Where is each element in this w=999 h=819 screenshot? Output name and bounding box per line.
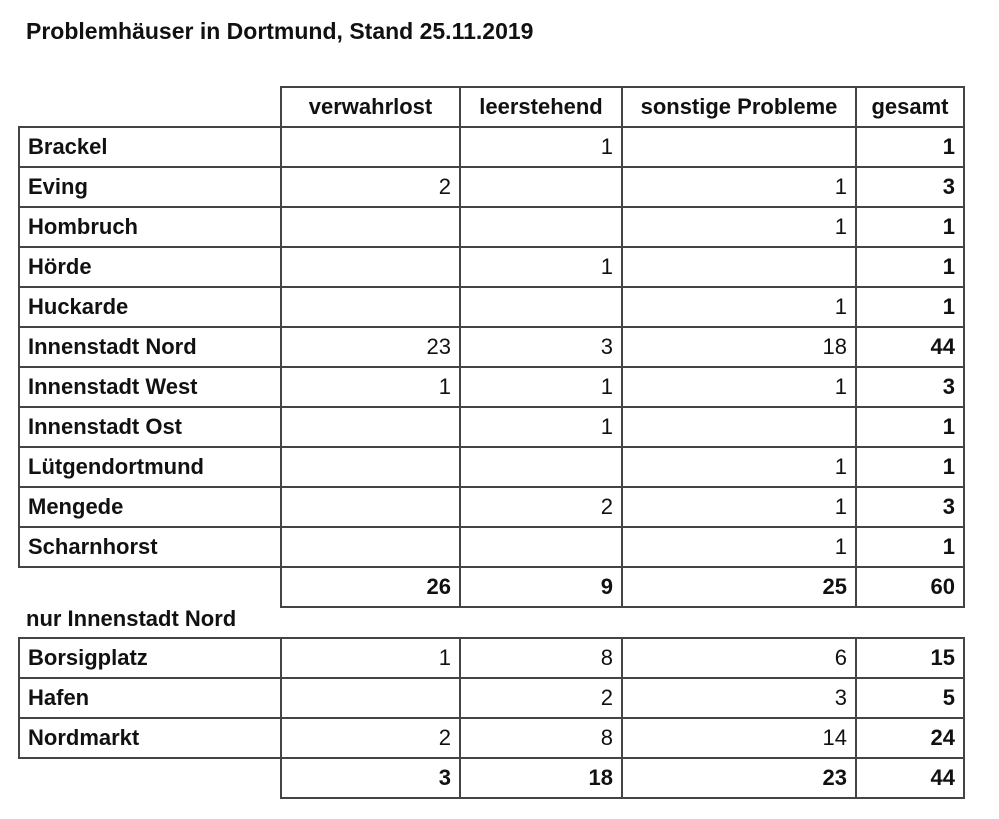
cell-verwahrlost [281,207,460,247]
row-name: Nordmarkt [19,718,281,758]
column-header-leerstehend: leerstehend [460,87,622,127]
total-gesamt: 44 [856,758,964,798]
total-sonstige: 23 [622,758,856,798]
cell-gesamt: 3 [856,167,964,207]
cell-leerstehend [460,527,622,567]
cell-sonstige: 1 [622,167,856,207]
cell-verwahrlost [281,287,460,327]
row-name: Scharnhorst [19,527,281,567]
row-name: Innenstadt Ost [19,407,281,447]
total-row [19,758,964,798]
row-name: Hombruch [19,207,281,247]
page-title: Problemhäuser in Dortmund, Stand 25.11.2019 [26,18,534,44]
total-verwahrlost: 26 [281,567,460,607]
column-header-gesamt: gesamt [856,87,964,127]
column-header-sonstige-probleme: sonstige Probleme [622,87,856,127]
cell-leerstehend: 2 [460,678,622,718]
table-row [19,247,964,287]
table-row [19,407,964,447]
cell-leerstehend [460,167,622,207]
cell-gesamt: 1 [856,407,964,447]
table-row [19,678,964,718]
cell-sonstige: 6 [622,638,856,678]
row-name: Lütgendortmund [19,447,281,487]
table-row [19,167,964,207]
table-row [19,127,964,167]
cell-leerstehend: 1 [460,367,622,407]
cell-verwahrlost [281,447,460,487]
header-row [19,87,964,127]
column-header-verwahrlost: verwahrlost [281,87,460,127]
cell-gesamt: 3 [856,367,964,407]
total-sonstige: 25 [622,567,856,607]
cell-leerstehend: 2 [460,487,622,527]
cell-gesamt: 44 [856,327,964,367]
row-name: Eving [19,167,281,207]
cell-sonstige: 1 [622,487,856,527]
cell-sonstige: 1 [622,527,856,567]
cell-verwahrlost [281,527,460,567]
cell-leerstehend [460,447,622,487]
row-name: Hörde [19,247,281,287]
cell-verwahrlost [281,247,460,287]
cell-verwahrlost: 2 [281,718,460,758]
cell-gesamt: 24 [856,718,964,758]
cell-leerstehend [460,287,622,327]
cell-leerstehend [460,207,622,247]
table-row [19,527,964,567]
row-name: Mengede [19,487,281,527]
cell-gesamt: 1 [856,247,964,287]
cell-leerstehend: 8 [460,638,622,678]
cell-leerstehend: 8 [460,718,622,758]
table-row [19,327,964,367]
cell-verwahrlost [281,407,460,447]
table-row [19,718,964,758]
cell-sonstige: 3 [622,678,856,718]
row-name: Huckarde [19,287,281,327]
table-row [19,487,964,527]
cell-leerstehend: 1 [460,127,622,167]
quarters-table [18,637,965,799]
total-row-spacer [19,758,281,798]
cell-verwahrlost [281,487,460,527]
row-name: Innenstadt West [19,367,281,407]
cell-verwahrlost: 2 [281,167,460,207]
table-row [19,447,964,487]
table-row [19,207,964,247]
total-gesamt: 60 [856,567,964,607]
cell-verwahrlost [281,678,460,718]
cell-sonstige: 1 [622,287,856,327]
cell-sonstige: 14 [622,718,856,758]
cell-sonstige [622,407,856,447]
row-name: Hafen [19,678,281,718]
cell-gesamt: 1 [856,287,964,327]
cell-gesamt: 1 [856,527,964,567]
cell-gesamt: 3 [856,487,964,527]
cell-gesamt: 15 [856,638,964,678]
row-name: Borsigplatz [19,638,281,678]
table-row [19,638,964,678]
cell-gesamt: 1 [856,207,964,247]
cell-leerstehend: 1 [460,247,622,287]
total-row [19,567,964,607]
total-row-spacer [19,567,281,607]
cell-verwahrlost: 1 [281,638,460,678]
cell-gesamt: 5 [856,678,964,718]
cell-verwahrlost [281,127,460,167]
cell-gesamt: 1 [856,127,964,167]
cell-sonstige: 18 [622,327,856,367]
row-name: Brackel [19,127,281,167]
table-row [19,287,964,327]
header-corner [19,87,281,127]
cell-gesamt: 1 [856,447,964,487]
cell-verwahrlost: 1 [281,367,460,407]
table-row [19,367,964,407]
cell-sonstige: 1 [622,207,856,247]
total-leerstehend: 18 [460,758,622,798]
total-verwahrlost: 3 [281,758,460,798]
cell-sonstige: 1 [622,367,856,407]
cell-leerstehend: 3 [460,327,622,367]
cell-verwahrlost: 23 [281,327,460,367]
cell-sonstige [622,127,856,167]
districts-table [18,86,965,608]
section-subtitle: nur Innenstadt Nord [26,606,237,631]
total-leerstehend: 9 [460,567,622,607]
cell-sonstige: 1 [622,447,856,487]
cell-sonstige [622,247,856,287]
row-name: Innenstadt Nord [19,327,281,367]
cell-leerstehend: 1 [460,407,622,447]
